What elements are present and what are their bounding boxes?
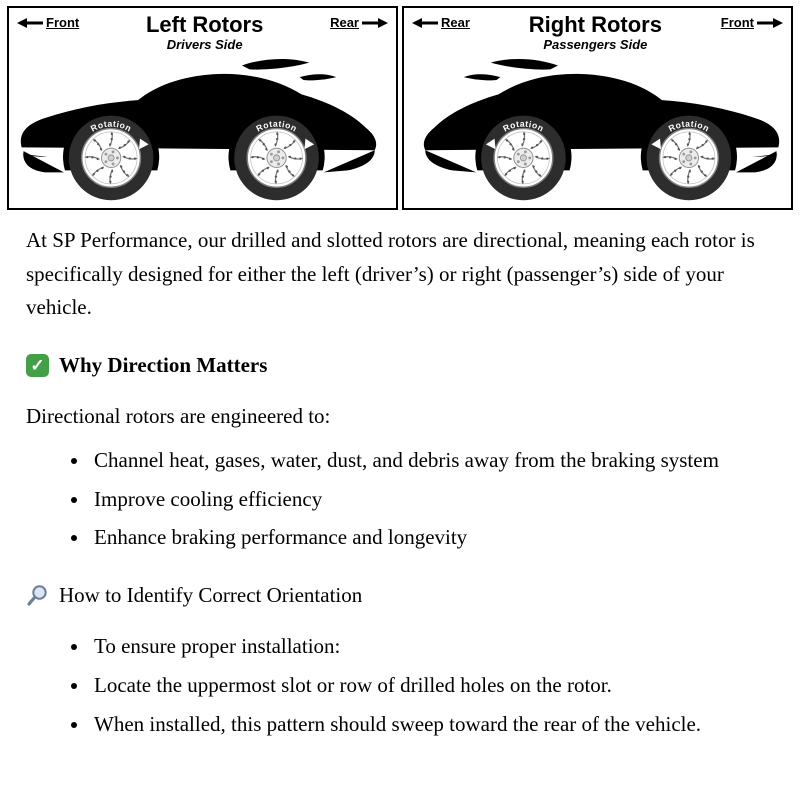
arrow-right-icon <box>362 18 388 28</box>
article-content <box>0 210 800 787</box>
front-label-text: Front <box>46 15 80 30</box>
list-item: • Locate the uppermost slot or row of drilled holes on the rotor. <box>90 669 758 703</box>
right-panel-header <box>404 8 791 52</box>
section-title-text: How to Identify Correct Orientation <box>59 582 363 607</box>
list-item: • Channel heat, gases, water, dust, and debris away from the braking system <box>90 444 758 478</box>
list-item: • When installed, this pattern should sweep toward the rear of the vehicle. <box>90 708 758 742</box>
panel-title: Right Rotors <box>528 12 662 37</box>
rear-label-text: Rear <box>441 15 470 30</box>
left-panel-header <box>9 8 396 52</box>
arrow-left-icon <box>17 18 43 28</box>
section-why-direction-matters <box>26 349 758 383</box>
magnifier-icon <box>26 584 49 607</box>
front-direction-label <box>17 15 79 30</box>
orientation-list <box>26 630 758 741</box>
section-title-text: Why Direction Matters <box>59 352 268 377</box>
benefits-lead: Directional rotors are engineered to: <box>26 404 331 429</box>
car-illustration-left <box>9 54 396 206</box>
left-rotors-panel <box>7 6 398 210</box>
right-rotors-panel <box>402 6 793 210</box>
rotation-label: Rotation <box>88 119 134 135</box>
rear-direction-label <box>412 15 470 30</box>
rotation-label: Rotation <box>254 119 299 135</box>
rotation-label: Rotation <box>666 119 712 135</box>
list-item: • Improve cooling efficiency <box>90 483 758 517</box>
benefits-list <box>26 444 758 555</box>
arrow-right-icon <box>757 18 783 28</box>
front-direction-label <box>721 15 783 30</box>
rear-label-text: Rear <box>330 15 359 30</box>
panel-title: Left Rotors <box>145 12 264 37</box>
arrow-left-icon <box>412 18 438 28</box>
panel-subtitle: Drivers Side <box>166 37 243 53</box>
rotation-label: Rotation <box>501 119 546 135</box>
rotor-direction-diagram <box>0 0 800 210</box>
rear-direction-label <box>330 15 388 30</box>
left-panel-titles <box>146 13 263 52</box>
panel-subtitle: Passengers Side <box>543 37 648 53</box>
list-item: • Enhance braking performance and longevity <box>90 521 758 555</box>
right-panel-titles <box>529 13 662 52</box>
front-label-text: Front <box>720 15 754 30</box>
check-icon: ✓ <box>26 354 49 377</box>
car-illustration-right <box>404 54 791 206</box>
section-identify-orientation <box>26 579 758 613</box>
list-item: • To ensure proper installation: <box>90 630 758 664</box>
intro-paragraph: At SP Performance, our drilled and slotted rotors are directional, meaning each rotor is specifically designed for either the left (driver’s) or right (passenger’s) side of your vehicle. <box>26 228 755 320</box>
